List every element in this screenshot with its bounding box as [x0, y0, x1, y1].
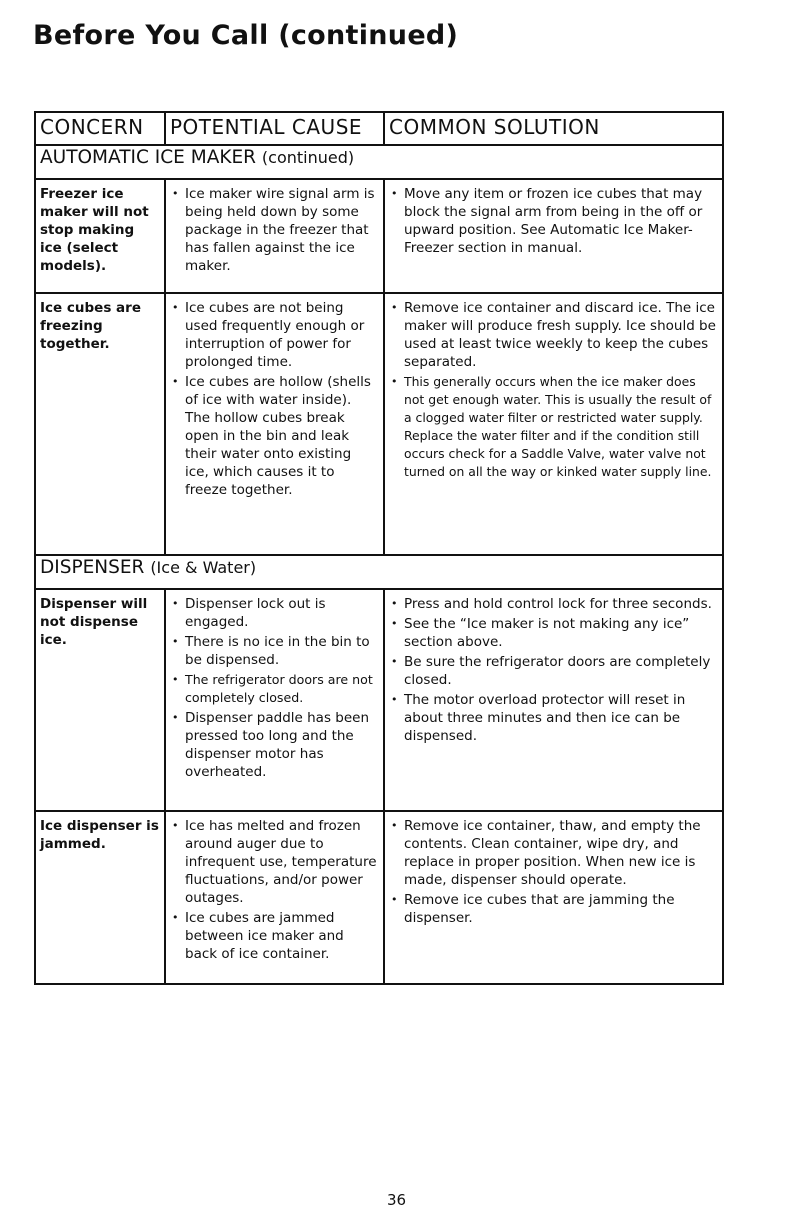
cause-item: • Ice cubes are hollow (shells of ice with water inside). The hollow cubes break open in the bin and leak their water onto existing ice, which causes it to freeze together.: [170, 373, 379, 499]
concern-cell: Ice dispenser is jammed.: [35, 811, 165, 984]
solution-cell: [384, 589, 723, 811]
solution-item: • See the “Ice maker is not making any ice” section above.: [389, 615, 718, 651]
section-title: AUTOMATIC ICE MAKER: [40, 147, 257, 168]
cause-item: • Ice cubes are jammed between ice maker and back of ice container.: [170, 909, 379, 963]
cause-cell: [165, 589, 384, 811]
cause-item: • Ice maker wire signal arm is being held down by some package in the freezer that has fallen against the ice maker.: [170, 185, 379, 275]
header-concern: CONCERN: [35, 112, 165, 145]
cause-item: • Dispenser paddle has been pressed too long and the dispenser motor has overheated.: [170, 709, 379, 781]
solution-item: • Remove ice container, thaw, and empty the contents. Clean container, wipe dry, and replace in proper position. When new ice is made, dispenser should operate.: [389, 817, 718, 889]
section-title: DISPENSER: [40, 557, 145, 578]
solution-item: • The motor overload protector will reset in about three minutes and then ice can be dispensed.: [389, 691, 718, 745]
page-number: 36: [386, 1191, 407, 1209]
solution-cell: [384, 179, 723, 293]
concern-cell: Ice cubes are freezing together.: [35, 293, 165, 555]
page-title: Before You Call (continued): [33, 20, 459, 51]
cause-item: • Dispenser lock out is engaged.: [170, 595, 379, 631]
cause-item: • Ice cubes are not being used frequently enough or interruption of power for prolonged time.: [170, 299, 379, 371]
solution-item: • Remove ice container and discard ice. The ice maker will produce fresh supply. Ice should be used at least twice weekly to keep the cubes separated.: [389, 299, 718, 371]
header-potential-cause: POTENTIAL CAUSE: [165, 112, 384, 145]
cause-cell: [165, 811, 384, 984]
header-common-solution: COMMON SOLUTION: [384, 112, 723, 145]
table-row: [35, 179, 723, 293]
solution-item: • This generally occurs when the ice maker does not get enough water. This is usually the result of a clogged water filter or restricted water supply. Replace the water filter and if the condition still occurs check for a Saddle Valve, water valve not turned on all the way or kinked water supply line.: [389, 373, 718, 481]
cause-item: • The refrigerator doors are not completely closed.: [170, 671, 379, 707]
solution-item: • Press and hold control lock for three seconds.: [389, 595, 718, 613]
section-subtitle: (Ice & Water): [150, 558, 257, 577]
section-header-dispenser: [35, 555, 723, 589]
solution-item: • Be sure the refrigerator doors are completely closed.: [389, 653, 718, 689]
solution-item: • Remove ice cubes that are jamming the dispenser.: [389, 891, 718, 927]
troubleshooting-table: [34, 111, 724, 985]
cause-cell: [165, 293, 384, 555]
table-header-row: [35, 112, 723, 145]
solution-cell: [384, 293, 723, 555]
concern-cell: Freezer ice maker will not stop making ice (select models).: [35, 179, 165, 293]
solution-item: • Move any item or frozen ice cubes that may block the signal arm from being in the off or upward position. See Automatic Ice Maker-Freezer section in manual.: [389, 185, 718, 257]
table-row: [35, 811, 723, 984]
section-subtitle: (continued): [261, 148, 355, 167]
cause-cell: [165, 179, 384, 293]
solution-cell: [384, 811, 723, 984]
table-row: [35, 293, 723, 555]
section-header-automatic-ice-maker: [35, 145, 723, 179]
concern-cell: Dispenser will not dispense ice.: [35, 589, 165, 811]
cause-item: • Ice has melted and frozen around auger due to infrequent use, temperature fluctuations, and/or power outages.: [170, 817, 379, 907]
table-row: [35, 589, 723, 811]
cause-item: • There is no ice in the bin to be dispensed.: [170, 633, 379, 669]
